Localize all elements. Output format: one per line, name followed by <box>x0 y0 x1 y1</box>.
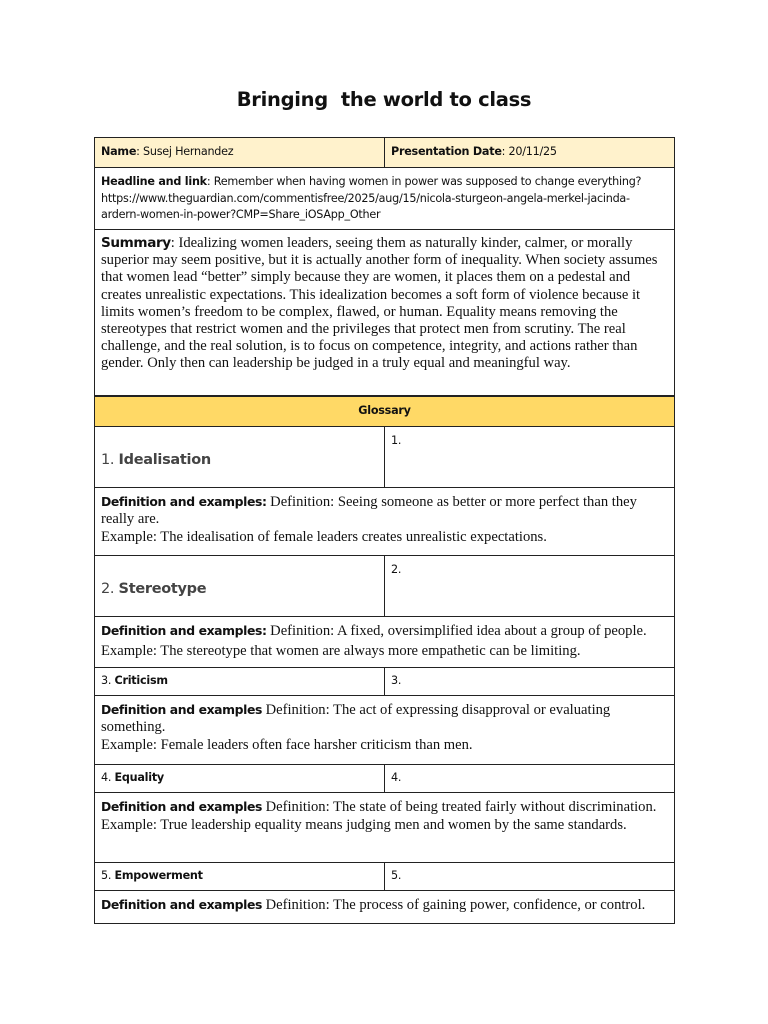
page-title: Bringing the world to class <box>236 88 532 111</box>
glossary-answer-cell[interactable] <box>385 765 675 793</box>
glossary-definition-cell[interactable] <box>95 617 675 668</box>
glossary-answer-number: 3. <box>391 674 402 688</box>
example-text: Example: The idealisation of female leaders creates unrealistic expectations. <box>101 529 547 546</box>
summary-cell[interactable] <box>95 230 675 396</box>
date-label: Presentation Date <box>391 145 502 159</box>
glossary-answer-cell[interactable] <box>385 556 675 617</box>
definition-text: Definition: Seeing someone as better or more perfect than they really are. <box>101 494 637 528</box>
presentation-table <box>94 137 675 924</box>
definition-label: Definition and examples <box>101 702 262 717</box>
example-text: Example: The stereotype that women are always more empathetic can be limiting. <box>101 643 581 660</box>
definition-text: Definition: The act of expressing disapproval or evaluating something. <box>101 702 611 736</box>
glossary-term: Equality <box>114 771 164 785</box>
date-value: : 20/11/25 <box>501 145 557 159</box>
definition-text: Definition: A fixed, oversimplified idea about a group of people. <box>266 623 647 639</box>
definition-label: Definition and examples: <box>101 494 267 509</box>
headline-label: Headline and link <box>101 175 207 188</box>
glossary-definition-cell[interactable] <box>95 696 675 765</box>
glossary-answer-number: 5. <box>391 869 402 883</box>
definition-label: Definition and examples <box>101 799 262 814</box>
glossary-answer-number: 1. <box>391 434 402 447</box>
glossary-term-cell[interactable]: 4. Equality <box>95 765 385 793</box>
definition-label: Definition and examples <box>101 897 262 912</box>
glossary-answer-number: 4. <box>391 771 402 785</box>
presentation-date-cell[interactable] <box>385 138 675 168</box>
glossary-term: 1. Idealisation <box>101 452 211 468</box>
example-text: Example: True leadership equality means judging men and women by the same standards. <box>101 817 627 834</box>
glossary-definition-cell[interactable] <box>95 793 675 863</box>
headline-cell[interactable] <box>95 168 675 230</box>
name-cell[interactable] <box>95 138 385 168</box>
glossary-term-cell[interactable] <box>95 427 385 488</box>
glossary-answer-number: 2. <box>391 563 402 576</box>
glossary-answer-cell[interactable] <box>385 863 675 891</box>
glossary-term-cell[interactable] <box>95 556 385 617</box>
glossary-definition-cell[interactable] <box>95 891 675 924</box>
summary-label: Summary <box>101 235 171 251</box>
glossary-term: Criticism <box>114 674 168 688</box>
glossary-header: Glossary <box>95 396 675 427</box>
summary-value: : Idealizing women leaders, seeing them as naturally kinder, calmer, or morally superior may seem positive, but it is actually another form of inequality. When society assumes that women lead “better” simply because they are women, it places them on a pedestal and creates unrealistic expectations. This idealization becomes a soft form of violence because it limits women’s freedom to be complex, flawed, or human. Equality means removing the stereotypes that restrict women and the privileges that protect men from scrutiny. The real challenge, and the real solution, is to focus on competence, integrity, and actions rather than gender. Only then can leadership be judged in a truly equal and meaningful way. <box>101 235 658 372</box>
definition-label: Definition and examples: <box>101 623 267 638</box>
name-value: : Susej Hernandez <box>136 145 234 159</box>
glossary-term-cell[interactable]: 5. Empowerment <box>95 863 385 891</box>
glossary-definition-cell[interactable] <box>95 488 675 556</box>
headline-value: : Remember when having women in power was supposed to change everything? https://www.theguardian.com/commentisfree/2025/aug/15/nicola-sturgeon-angela-merkel-jacinda-ardern-women-in-power?CMP=Share_iOSApp_Other <box>101 175 642 221</box>
name-label: Name <box>101 145 137 159</box>
glossary-answer-cell[interactable] <box>385 427 675 488</box>
glossary-term: Empowerment <box>114 869 203 883</box>
definition-text: Definition: The state of being treated fairly without discrimination. <box>261 799 657 815</box>
glossary-answer-cell[interactable] <box>385 668 675 696</box>
example-text: Example: Female leaders often face harsher criticism than men. <box>101 737 473 754</box>
definition-text: Definition: The process of gaining power, confidence, or control. <box>261 897 646 913</box>
glossary-term-cell[interactable]: 3. Criticism <box>95 668 385 696</box>
glossary-term: 2. Stereotype <box>101 581 207 597</box>
